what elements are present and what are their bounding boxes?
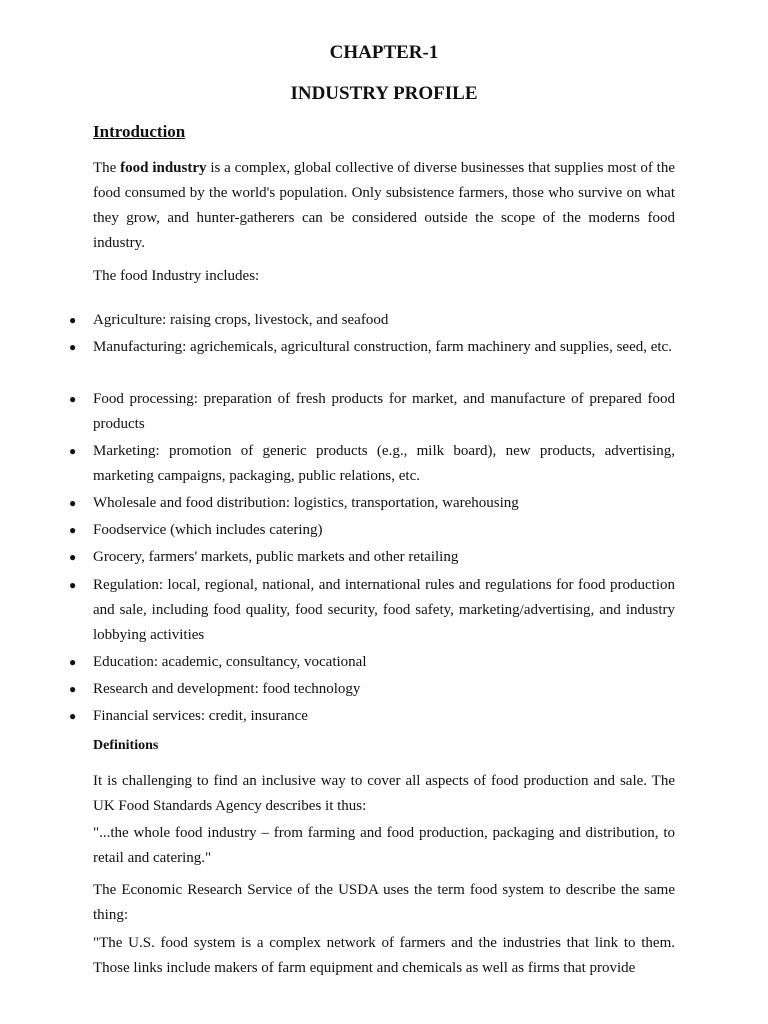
list-item bbox=[69, 518, 675, 543]
list-item bbox=[69, 573, 675, 648]
list-item-text: Food processing: preparation of fresh products for market, and manufacture of prepared food products bbox=[93, 391, 675, 432]
list-item bbox=[69, 439, 675, 489]
usda-paragraph: The Economic Research Service of the USDA uses the term food system to describe the same thing: bbox=[93, 882, 675, 923]
bullet-icon: ● bbox=[69, 682, 77, 696]
includes-paragraph: The food Industry includes: bbox=[93, 268, 260, 284]
intro-lead: The bbox=[93, 160, 121, 176]
fsa-quote: "...the whole food industry – from farming and food production, packaging and distribution, to retail and catering." bbox=[93, 825, 675, 866]
list-item-text: Foodservice (which includes catering) bbox=[93, 522, 323, 538]
definitions-heading: Definitions bbox=[93, 738, 159, 753]
intro-paragraph bbox=[93, 156, 675, 256]
bullet-icon: ● bbox=[69, 578, 77, 592]
list-item-text: Grocery, farmers' markets, public markets and other retailing bbox=[93, 549, 459, 565]
bullet-icon: ● bbox=[69, 655, 77, 669]
bullet-icon: ● bbox=[69, 392, 77, 406]
list-item bbox=[69, 335, 675, 360]
list-item bbox=[69, 545, 675, 570]
bullet-icon: ● bbox=[69, 709, 77, 723]
bullet-icon: ● bbox=[69, 313, 77, 327]
list-item-text: Manufacturing: agrichemicals, agricultural construction, farm machinery and supplies, seed, etc. bbox=[93, 339, 672, 355]
chapter-number: CHAPTER-1 bbox=[329, 42, 439, 63]
bullet-icon: ● bbox=[69, 444, 77, 458]
list-item bbox=[69, 491, 675, 516]
intro-body: is a complex, global collective of diverse businesses that supplies most of the food consumed by the world's population. Only subsistence farmers, those who survive on what they grow, and hunter-gatherers can be considered outside the scope of the moderns food industry. bbox=[93, 160, 675, 251]
food-industry-term: food industry bbox=[120, 160, 207, 176]
bullet-icon: ● bbox=[69, 523, 77, 537]
list-item bbox=[69, 704, 675, 729]
list-item bbox=[69, 650, 675, 675]
list-item-text: Education: academic, consultancy, vocational bbox=[93, 654, 367, 670]
list-item-text: Wholesale and food distribution: logistics, transportation, warehousing bbox=[93, 495, 519, 511]
list-item bbox=[69, 308, 675, 333]
chapter-title: INDUSTRY PROFILE bbox=[290, 83, 478, 104]
usda-quote: "The U.S. food system is a complex network of farmers and the industries that link to them. Those links include makers of farm equipment and chemicals as well as firms that provide bbox=[93, 935, 675, 976]
list-item-text: Regulation: local, regional, national, and international rules and regulations for food production and sale, including food quality, food security, food safety, marketing/advertising, and industry lobbying activities bbox=[93, 577, 675, 643]
list-item-text: Financial services: credit, insurance bbox=[93, 708, 308, 724]
list-item bbox=[69, 677, 675, 702]
bullet-icon: ● bbox=[69, 340, 77, 354]
bullet-icon: ● bbox=[69, 496, 77, 510]
bullet-icon: ● bbox=[69, 550, 77, 564]
list-item bbox=[69, 387, 675, 437]
list-item-text: Agriculture: raising crops, livestock, and seafood bbox=[93, 312, 389, 328]
list-item-text: Marketing: promotion of generic products (e.g., milk board), new products, advertising, marketing campaigns, packaging, public relations, etc. bbox=[93, 443, 675, 484]
introduction-heading: Introduction bbox=[93, 122, 186, 141]
definitions-paragraph: It is challenging to find an inclusive way to cover all aspects of food production and sale. The UK Food Standards Agency describes it thus: bbox=[93, 773, 675, 814]
list-item-text: Research and development: food technology bbox=[93, 681, 361, 697]
